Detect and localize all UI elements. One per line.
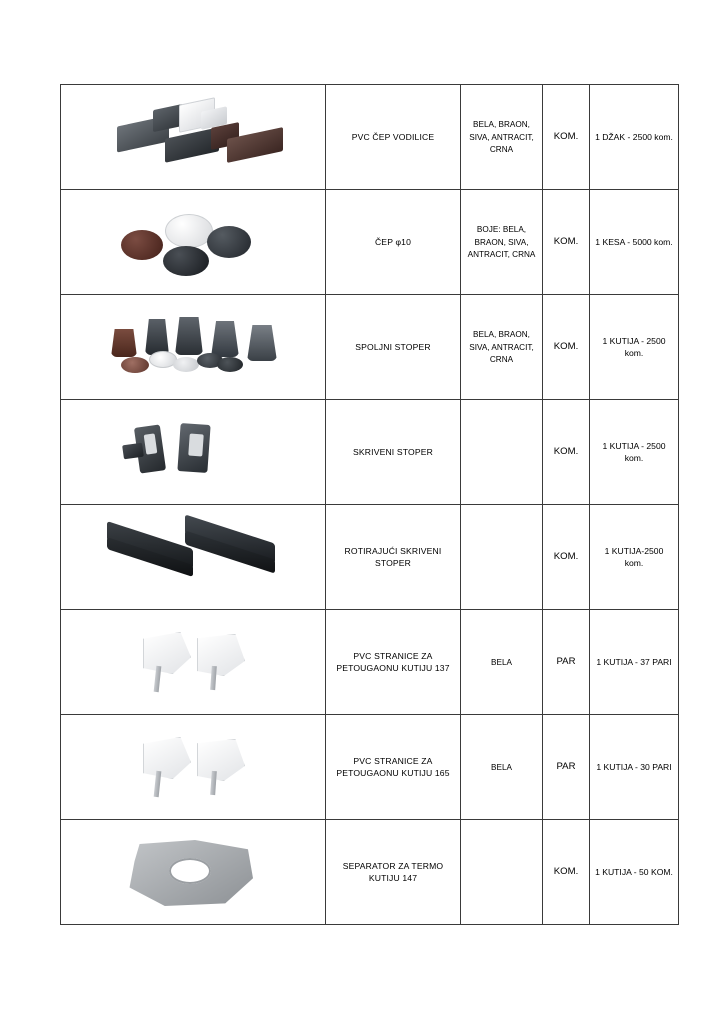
product-packaging-cell bbox=[590, 610, 679, 715]
product-unit: KOM. bbox=[553, 131, 579, 143]
product-colors-cell bbox=[461, 610, 543, 715]
product-colors-cell bbox=[461, 505, 543, 610]
product-unit-cell bbox=[543, 400, 590, 505]
pvc-stranice-165-image bbox=[61, 715, 325, 819]
product-unit-cell bbox=[543, 295, 590, 400]
product-name: SKRIVENI STOPER bbox=[353, 446, 433, 457]
separator-termo-kutija-147-image bbox=[61, 820, 325, 924]
product-colors-cell bbox=[461, 400, 543, 505]
product-name-cell bbox=[326, 505, 461, 610]
product-packaging-cell bbox=[590, 820, 679, 925]
product-colors-cell bbox=[461, 85, 543, 190]
product-name-cell bbox=[326, 715, 461, 820]
table-row bbox=[61, 610, 679, 715]
product-packaging: 1 KUTIJA - 50 KOM. bbox=[595, 866, 673, 877]
product-colors: BOJE: BELA, BRAON, SIVA, ANTRACIT, CRNA bbox=[467, 224, 536, 260]
product-colors: BELA bbox=[491, 762, 512, 772]
product-name: SPOLJNI STOPER bbox=[355, 341, 431, 352]
product-packaging-cell bbox=[590, 295, 679, 400]
product-unit: KOM. bbox=[553, 551, 579, 563]
product-colors-cell bbox=[461, 190, 543, 295]
product-image-cell bbox=[61, 400, 326, 505]
table-row bbox=[61, 85, 679, 190]
product-packaging: 1 KUTIJA - 37 PARI bbox=[596, 656, 672, 667]
table-row bbox=[61, 400, 679, 505]
product-name-cell bbox=[326, 85, 461, 190]
product-image-cell bbox=[61, 820, 326, 925]
product-colors-cell bbox=[461, 715, 543, 820]
product-name: ROTIRAJUĆI SKRIVENI STOPER bbox=[344, 545, 442, 568]
product-image-cell bbox=[61, 85, 326, 190]
product-packaging: 1 KESA - 5000 kom. bbox=[595, 236, 673, 247]
product-name: PVC STRANICE ZA PETOUGAONU KUTIJU 165 bbox=[336, 755, 450, 778]
product-image-cell bbox=[61, 610, 326, 715]
product-packaging: 1 KUTIJA-2500 kom. bbox=[604, 545, 664, 568]
product-name-cell bbox=[326, 295, 461, 400]
product-name: PVC STRANICE ZA PETOUGAONU KUTIJU 137 bbox=[336, 650, 450, 673]
cep-fi10-image bbox=[61, 190, 325, 294]
rotirajuci-skriveni-stoper-image bbox=[61, 505, 325, 609]
pvc-cep-vodilice-image bbox=[61, 85, 325, 189]
product-unit-cell bbox=[543, 505, 590, 610]
product-image-cell bbox=[61, 715, 326, 820]
product-colors: BELA, BRAON, SIVA, ANTRACIT, CRNA bbox=[469, 119, 534, 155]
product-unit: KOM. bbox=[553, 866, 579, 878]
product-unit: KOM. bbox=[553, 446, 579, 458]
product-unit-cell bbox=[543, 610, 590, 715]
product-name-cell bbox=[326, 400, 461, 505]
product-name: SEPARATOR ZA TERMO KUTIJU 147 bbox=[342, 860, 444, 883]
product-packaging-cell bbox=[590, 190, 679, 295]
pvc-stranice-137-image bbox=[61, 610, 325, 714]
product-packaging-cell bbox=[590, 400, 679, 505]
product-packaging: 1 KUTIJA - 30 PARI bbox=[596, 761, 672, 772]
table-row bbox=[61, 820, 679, 925]
product-colors: BELA bbox=[491, 657, 512, 667]
product-colors-cell bbox=[461, 820, 543, 925]
product-image-cell bbox=[61, 505, 326, 610]
product-packaging: 1 KUTIJA - 2500 kom. bbox=[602, 335, 666, 358]
table-row bbox=[61, 190, 679, 295]
product-name-cell bbox=[326, 190, 461, 295]
product-table bbox=[60, 84, 679, 925]
product-name: PVC ČEP VODILICE bbox=[351, 131, 435, 142]
product-unit-cell bbox=[543, 85, 590, 190]
spoljni-stoper-image bbox=[61, 295, 325, 399]
product-unit: KOM. bbox=[553, 236, 579, 248]
product-image-cell bbox=[61, 190, 326, 295]
table-row bbox=[61, 295, 679, 400]
product-name: ČEP φ10 bbox=[374, 236, 412, 247]
product-unit-cell bbox=[543, 820, 590, 925]
table-row bbox=[61, 715, 679, 820]
product-unit: PAR bbox=[556, 761, 576, 773]
product-colors: BELA, BRAON, SIVA, ANTRACIT, CRNA bbox=[469, 329, 534, 365]
product-unit: KOM. bbox=[553, 341, 579, 353]
table-row bbox=[61, 505, 679, 610]
product-unit: PAR bbox=[556, 656, 576, 668]
skriveni-stoper-image bbox=[61, 400, 325, 504]
product-packaging-cell bbox=[590, 715, 679, 820]
product-colors-cell bbox=[461, 295, 543, 400]
product-image-cell bbox=[61, 295, 326, 400]
product-packaging-cell bbox=[590, 505, 679, 610]
product-name-cell bbox=[326, 610, 461, 715]
product-unit-cell bbox=[543, 715, 590, 820]
product-unit-cell bbox=[543, 190, 590, 295]
product-packaging-cell bbox=[590, 85, 679, 190]
product-packaging: 1 DŽAK - 2500 kom. bbox=[595, 131, 673, 142]
product-packaging: 1 KUTIJA - 2500 kom. bbox=[602, 440, 666, 463]
product-name-cell bbox=[326, 820, 461, 925]
